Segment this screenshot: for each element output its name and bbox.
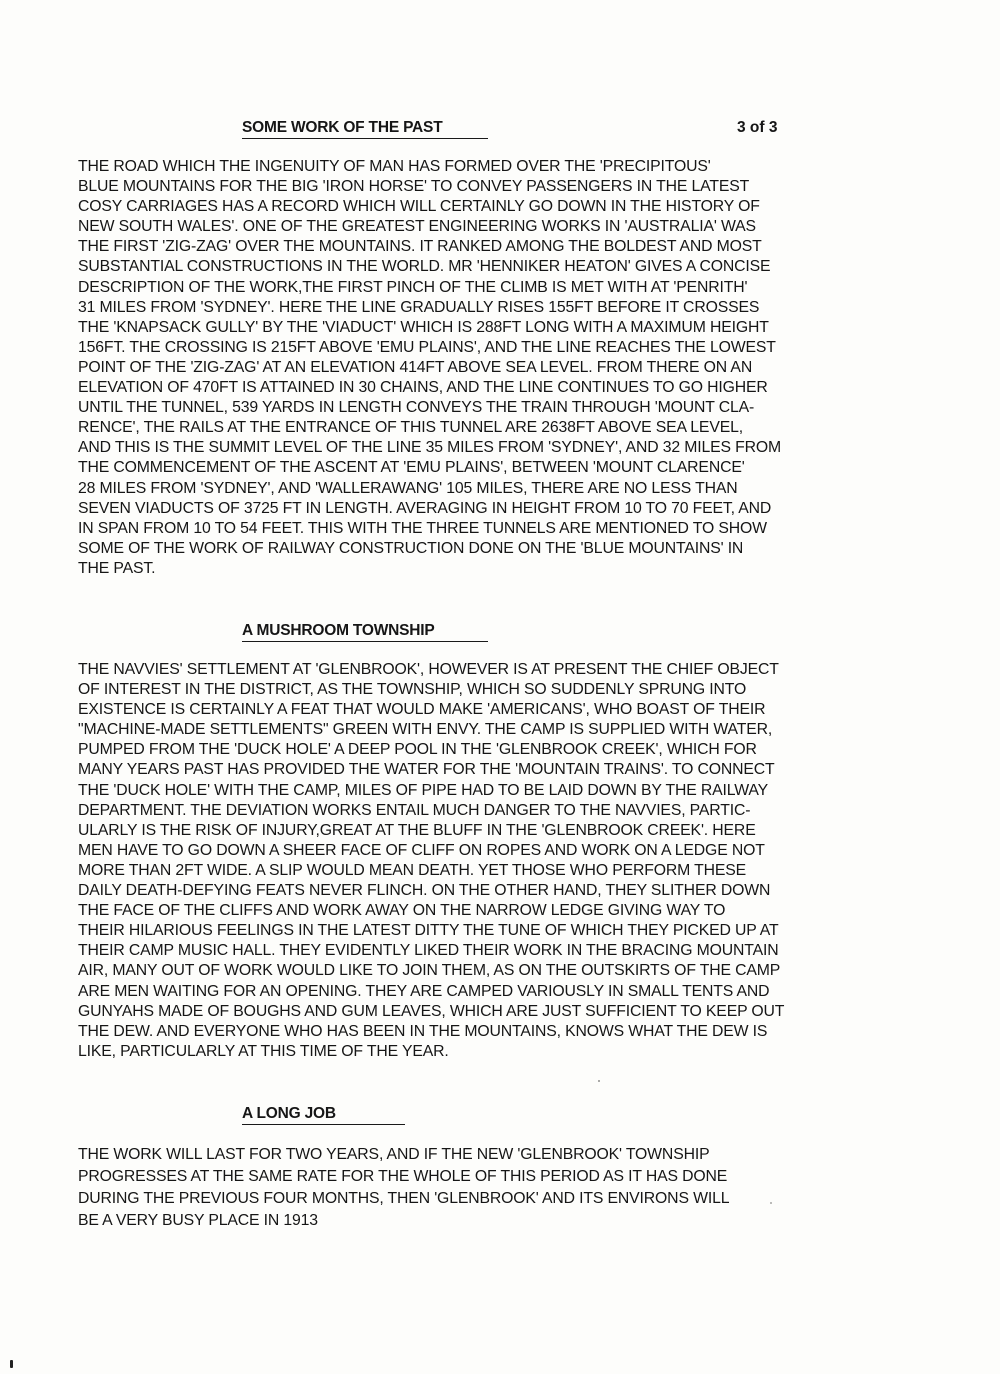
text-line: THE FIRST 'ZIG-ZAG' OVER THE MOUNTAINS. IT RANKED AMONG THE BOLDEST AND MOST bbox=[78, 238, 762, 256]
text-line: THE 'KNAPSACK GULLY' BY THE 'VIADUCT' WHICH IS 288FT LONG WITH A MAXIMUM HEIGHT bbox=[78, 318, 769, 336]
text-line: "MACHINE-MADE SETTLEMENTS" GREEN WITH ENVY. THE CAMP IS SUPPLIED WITH WATER, bbox=[78, 721, 773, 739]
text-line: 156FT. THE CROSSING IS 215FT ABOVE 'EMU PLAINS', AND THE LINE REACHES THE LOWEST bbox=[78, 338, 776, 356]
text-line: EXISTENCE IS CERTAINLY A FEAT THAT WOULD MAKE 'AMERICANS', WHO BOAST OF THEIR bbox=[78, 701, 766, 719]
text-line: THE DEW. AND EVERYONE WHO HAS BEEN IN THE MOUNTAINS, KNOWS WHAT THE DEW IS bbox=[78, 1022, 768, 1040]
text-line: IN SPAN FROM 10 TO 54 FEET. THIS WITH THE THREE TUNNELS ARE MENTIONED TO SHOW bbox=[78, 519, 767, 537]
text-line: THE ROAD WHICH THE INGENUITY OF MAN HAS FORMED OVER THE 'PRECIPITOUS' bbox=[78, 158, 711, 175]
text-line: OF INTEREST IN THE DISTRICT, AS THE TOWNSHIP, WHICH SO SUDDENLY SPRUNG INTO bbox=[78, 681, 747, 699]
text-line: SEVEN VIADUCTS OF 3725 FT IN LENGTH. AVERAGING IN HEIGHT FROM 10 TO 70 FEET, AND bbox=[78, 499, 772, 517]
text-line: ULARLY IS THE RISK OF INJURY,GREAT AT THE BLUFF IN THE 'GLENBROOK CREEK'. HERE bbox=[78, 821, 756, 839]
heading-underline bbox=[242, 1124, 405, 1125]
text-line: 31 MILES FROM 'SYDNEY'. HERE THE LINE GRADUALLY RISES 155FT BEFORE IT CROSSES bbox=[78, 298, 760, 316]
text-line: THE 'DUCK HOLE' WITH THE CAMP, MILES OF PIPE HAD TO BE LAID DOWN BY THE RAILWAY bbox=[78, 781, 768, 799]
section-heading-text: A LONG JOB bbox=[242, 1105, 336, 1122]
text-line: THEIR HILARIOUS FEELINGS IN THE LATEST DITTY THE TUNE OF WHICH THEY PICKED UP AT bbox=[78, 922, 779, 940]
page-number: 3 of 3 bbox=[737, 119, 778, 136]
section-heading-text: A MUSHROOM TOWNSHIP bbox=[242, 622, 435, 639]
text-line: PUMPED FROM THE 'DUCK HOLE' A DEEP POOL IN THE 'GLENBROOK CREEK', WHICH FOR bbox=[78, 741, 757, 759]
text-line: DURING THE PREVIOUS FOUR MONTHS, THEN 'GLENBROOK' AND ITS ENVIRONS WILL bbox=[78, 1190, 730, 1207]
text-line: MORE THAN 2FT WIDE. A SLIP WOULD MEAN DEATH. YET THOSE WHO PERFORM THESE bbox=[78, 861, 746, 879]
text-line: BE A VERY BUSY PLACE IN 1913 bbox=[78, 1212, 318, 1229]
section-heading-long-job bbox=[242, 1105, 336, 1123]
text-line: RENCE', THE RAILS AT THE ENTRANCE OF THIS TUNNEL ARE 2638FT ABOVE SEA LEVEL, bbox=[78, 419, 743, 437]
text-line: THE PAST. bbox=[78, 559, 156, 577]
text-line: POINT OF THE 'ZIG-ZAG' AT AN ELEVATION 414FT ABOVE SEA LEVEL. FROM THERE ON AN bbox=[78, 358, 753, 376]
heading-underline bbox=[242, 138, 488, 139]
text-line: MANY YEARS PAST HAS PROVIDED THE WATER FOR THE 'MOUNTAIN TRAINS'. TO CONNECT bbox=[78, 761, 775, 779]
text-line: AND THIS IS THE SUMMIT LEVEL OF THE LINE 35 MILES FROM 'SYDNEY', AND 32 MILES FROM bbox=[78, 439, 782, 457]
section-body-work-of-the-past bbox=[78, 157, 781, 579]
text-line: UNTIL THE TUNNEL, 539 YARDS IN LENGTH CONVEYS THE TRAIN THROUGH 'MOUNT CLA- bbox=[78, 399, 755, 417]
text-line: DAILY DEATH-DEFYING FEATS NEVER FLINCH. ON THE OTHER HAND, THEY SLITHER DOWN bbox=[78, 882, 771, 900]
text-line: ELEVATION OF 470FT IS ATTAINED IN 30 CHAINS, AND THE LINE CONTINUES TO GO HIGHER bbox=[78, 379, 768, 397]
section-body-mushroom-township bbox=[78, 660, 784, 1062]
text-line: THE WORK WILL LAST FOR TWO YEARS, AND IF THE NEW 'GLENBROOK' TOWNSHIP bbox=[78, 1146, 710, 1163]
text-line: DESCRIPTION OF THE WORK,THE FIRST PINCH OF THE CLIMB IS MET WITH AT 'PENRITH' bbox=[78, 278, 748, 296]
section-body-long-job bbox=[78, 1144, 729, 1232]
text-line: MEN HAVE TO GO DOWN A SHEER FACE OF CLIFF ON ROPES AND WORK ON A LEDGE NOT bbox=[78, 841, 765, 859]
scan-speck bbox=[598, 1080, 600, 1082]
section-heading-mushroom-township bbox=[242, 622, 435, 640]
text-line: BLUE MOUNTAINS FOR THE BIG 'IRON HORSE' TO CONVEY PASSENGERS IN THE LATEST bbox=[78, 178, 750, 196]
text-line: THEIR CAMP MUSIC HALL. THEY EVIDENTLY LIKED THEIR WORK IN THE BRACING MOUNTAIN bbox=[78, 942, 779, 960]
text-line: COSY CARRIAGES HAS A RECORD WHICH WILL CERTAINLY GO DOWN IN THE HISTORY OF bbox=[78, 198, 760, 216]
heading-underline bbox=[242, 641, 488, 642]
scan-speck bbox=[10, 1360, 13, 1368]
text-line: LIKE, PARTICULARLY AT THIS TIME OF THE YEAR. bbox=[78, 1042, 449, 1060]
text-line: GUNYAHS MADE OF BOUGHS AND GUM LEAVES, WHICH ARE JUST SUFFICIENT TO KEEP OUT bbox=[78, 1002, 785, 1020]
text-line: PROGRESSES AT THE SAME RATE FOR THE WHOLE OF THIS PERIOD AS IT HAS DONE bbox=[78, 1168, 728, 1185]
section-heading-text: SOME WORK OF THE PAST bbox=[242, 119, 443, 136]
text-line: SUBSTANTIAL CONSTRUCTIONS IN THE WORLD. MR 'HENNIKER HEATON' GIVES A CONCISE bbox=[78, 258, 771, 276]
text-line: ARE MEN WAITING FOR AN OPENING. THEY ARE CAMPED VARIOUSLY IN SMALL TENTS AND bbox=[78, 982, 770, 1000]
text-line: 28 MILES FROM 'SYDNEY', AND 'WALLERAWANG' 105 MILES, THERE ARE NO LESS THAN bbox=[78, 479, 738, 497]
scan-speck bbox=[770, 1202, 772, 1204]
text-line: THE FACE OF THE CLIFFS AND WORK AWAY ON THE NARROW LEDGE GIVING WAY TO bbox=[78, 902, 726, 920]
text-line: SOME OF THE WORK OF RAILWAY CONSTRUCTION DONE ON THE 'BLUE MOUNTAINS' IN bbox=[78, 539, 744, 557]
text-line: THE COMMENCEMENT OF THE ASCENT AT 'EMU PLAINS', BETWEEN 'MOUNT CLARENCE' bbox=[78, 459, 745, 477]
text-line: DEPARTMENT. THE DEVIATION WORKS ENTAIL MUCH DANGER TO THE NAVVIES, PARTIC- bbox=[78, 801, 751, 819]
section-heading-work-of-the-past bbox=[242, 119, 442, 137]
text-line: NEW SOUTH WALES'. ONE OF THE GREATEST ENGINEERING WORKS IN 'AUSTRALIA' WAS bbox=[78, 218, 756, 236]
text-line: AIR, MANY OUT OF WORK WOULD LIKE TO JOIN THEM, AS ON THE OUTSKIRTS OF THE CAMP bbox=[78, 962, 781, 980]
text-line: THE NAVVIES' SETTLEMENT AT 'GLENBROOK', HOWEVER IS AT PRESENT THE CHIEF OBJECT bbox=[78, 661, 779, 678]
